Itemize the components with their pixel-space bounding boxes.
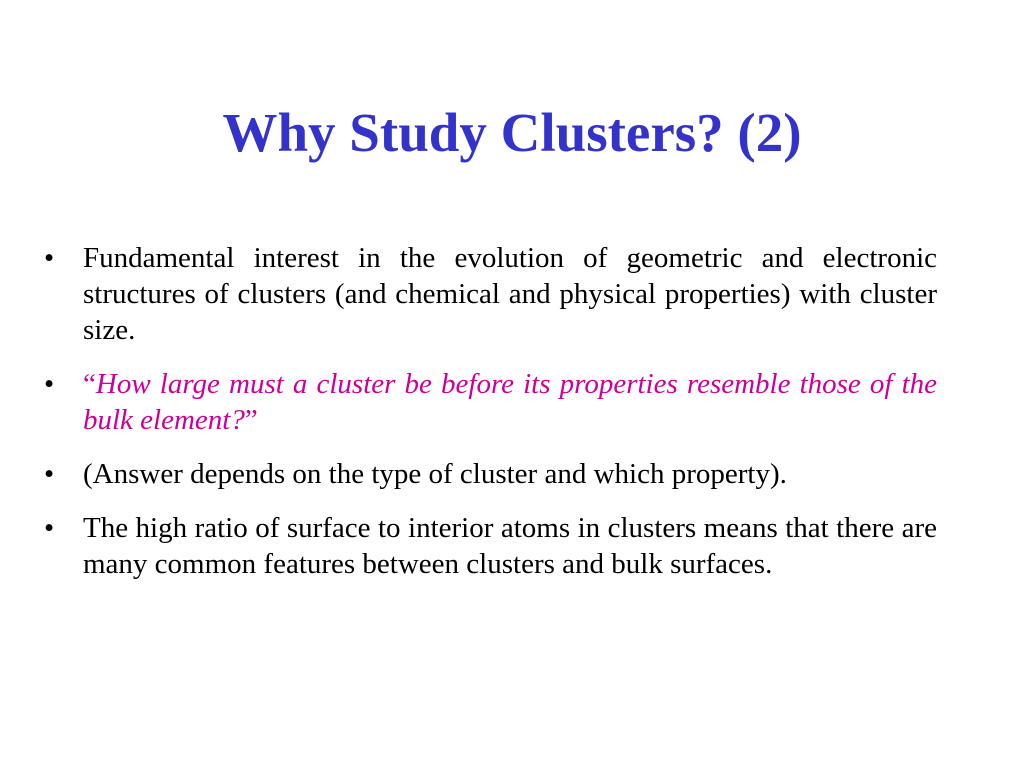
- bullet-icon: •: [44, 242, 55, 274]
- bullet-icon: •: [44, 368, 55, 400]
- bullet-text: (Answer depends on the type of cluster and which property).: [83, 458, 787, 490]
- close-quote-mark: ”: [244, 404, 258, 436]
- slide-title: Why Study Clusters? (2): [222, 102, 802, 163]
- bullet-icon: •: [44, 458, 55, 490]
- bullet-item-surface-ratio: [44, 510, 937, 582]
- bullet-item-answer: [44, 456, 937, 492]
- quote-text: How large must a cluster be before its properties resemble those of the bulk element?: [83, 368, 937, 436]
- bullet-item-fundamental-interest: [44, 240, 937, 348]
- bullet-icon: •: [44, 512, 55, 544]
- bullet-text: The high ratio of surface to interior atoms in clusters means that there are many common features between clusters and bulk surfaces.: [83, 512, 937, 580]
- bullet-item-quote: [44, 366, 937, 438]
- open-quote-mark: “: [83, 368, 96, 400]
- bullet-list: [44, 240, 937, 582]
- bullet-text: Fundamental interest in the evolution of geometric and electronic structures of clusters (and chemical and physical properties) with cluster size.: [83, 242, 937, 346]
